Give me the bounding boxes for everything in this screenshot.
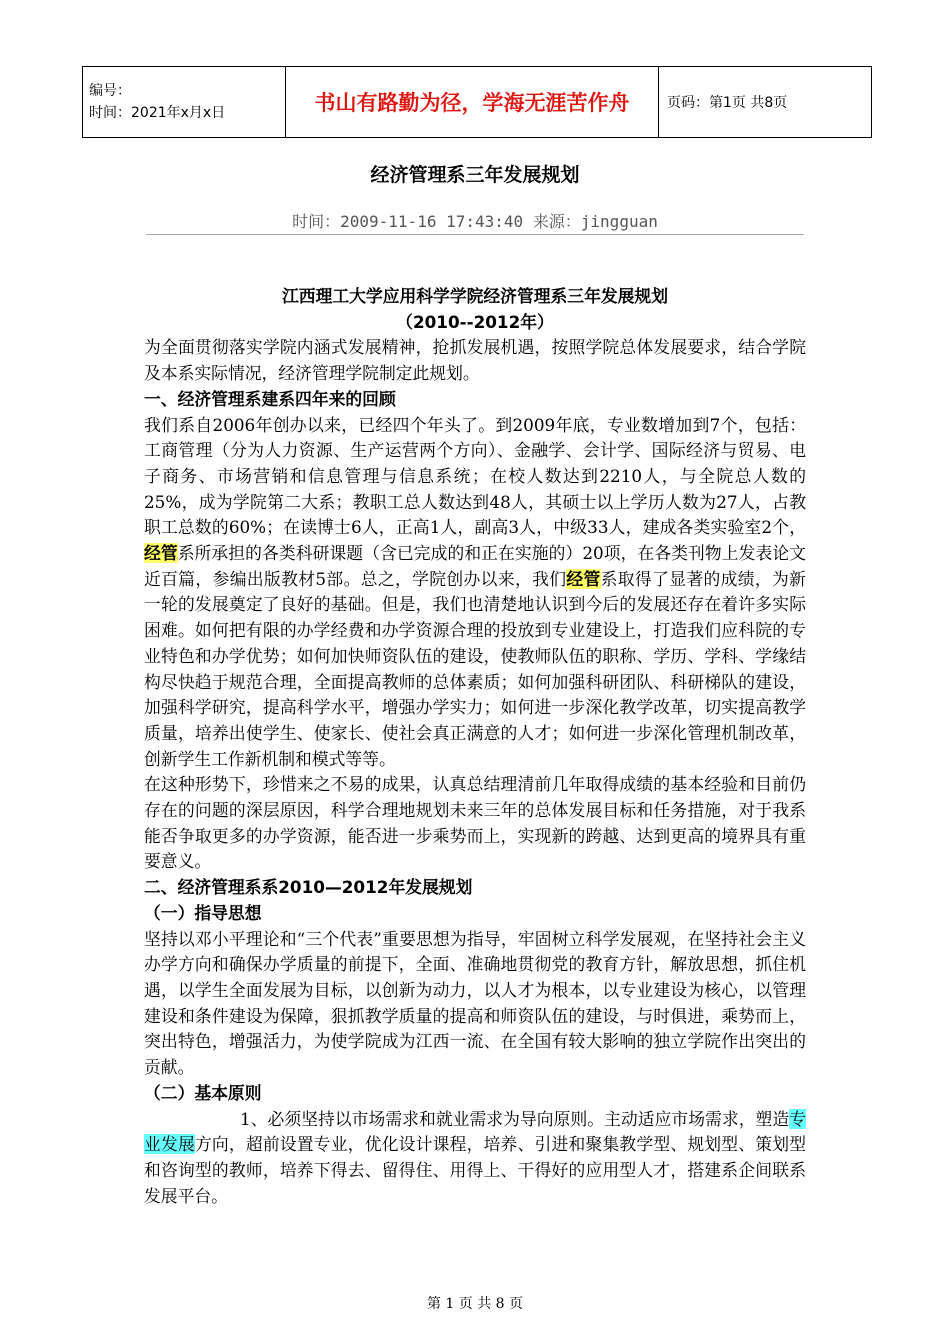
plan-title: 江西理工大学应用科学学院经济管理系三年发展规划 [282,286,668,306]
page-title: 经济管理系三年发展规划 [370,164,580,186]
document-body [144,284,806,1209]
section1-paragraph2: 在这种形势下，珍惜来之不易的成果，认真总结理清前几年取得成绩的基本经验和目前仍存在的问题的深层原因，科学合理地规划未来三年的总体发展目标和任务措施，对于我系能否争取更多的办学资源，能否进一步乘势而上，实现新的跨越、达到更高的境界具有重要意义。 [144,774,806,872]
section2-paragraph1: 坚持以邓小平理论和“三个代表”重要思想为指导，牢固树立科学发展观，在坚持社会主义办学方向和确保办学质量的前提下，全面、准确地贯彻党的教育方针，解放思想，抓住机遇，以学生全面发展为目标，以创新为动力，以人才为根本，以专业建设为核心，以管理建设和条件建设为保障，狠抓教学质量的提高和师资队伍的建设，与时俱进，乘势而上，突出特色，增强活力，为使学院成为江西一流、在全国有较大影响的独立学院作出突出的贡献。 [144,928,806,1078]
intro-paragraph: 为全面贯彻落实学院内涵式发展精神，抢抓发展机遇，按照学院总体发展要求，结合学院及本系实际情况，经济管理学院制定此规划。 [144,337,806,384]
time-label: 时间：2021年x月x日 [89,105,226,121]
section1-paragraph1 [144,413,806,773]
plan-years: （2010--2012年） [396,311,554,332]
section2-paragraph2 [144,1107,806,1210]
header-info-cell [83,67,286,138]
number-label: 编号： [89,83,131,99]
section1-heading: 一、经济管理系建系四年来的回顾 [144,388,396,409]
meta-line: 时间：2009-11-16 17:43:40 来源：jingguan [292,212,658,231]
subsection1-heading: （一）指导思想 [144,902,262,923]
text-run: 方向，超前设置专业，优化设计课程，培养、引进和聚集教学型、规划型、策划型和咨询型的教师，培养下得去、留得住、用得上、干得好的应用型人才，搭建系企间联系发展平台。 [144,1134,806,1206]
text-run: 系取得了显著的成绩，为新一轮的发展奠定了良好的基础。但是，我们也清楚地认识到今后的发展还存在着许多实际困难。如何把有限的办学经费和办学资源合理的投放到专业建设上，打造我们应科院的专业特色和办学优势；如何加快师资队伍的建设，使教师队伍的职称、学历、学科、学缘结构尽快趋于规范合理，全面提高教师的总体素质；如何加强科研团队、科研梯队的建设，加强科学研究，提高科学水平，增强办学实力；如何进一步深化教学改革，切实提高教学质量，培养出使学生、使家长、使社会真正满意的人才；如何进一步深化管理机制改革，创新学生工作新机制和模式等等。 [144,568,806,769]
subsection2-heading: （二）基本原则 [144,1082,262,1103]
text-run: 系所承担的各类科研课题（含已完成的和正在实施的）20项，在各类刊物上发表论文近百篇，参编出版教材5部。总之，学院创办以来，我们 [144,543,806,589]
highlight-term: 专业发展 [144,1108,806,1155]
motto: 书山有路勤为径，学海无涯苦作舟 [286,67,659,138]
text-run: 我们系自2006年创办以来，已经四个年头了。到2009年底，专业数增加到7个，包括：工商管理（分为人力资源、生产运营两个方向）、金融学、会计学、国际经济与贸易、电子商务、市场营销和信息管理与信息系统；在校人数达到2210人，与全院总人数的25%，成为学院第二大系；教职工总人数达到48人，其硕士以上学历人数为27人，占教职工总数的60%；在读博士6人，正高1人，副高3人，中级33人，建成各类实验室2个， [144,414,806,538]
divider [146,234,804,235]
section2-heading: 二、经济管理系系2010—2012年发展规划 [144,877,473,898]
header-table [82,66,872,138]
text-run: 1、必须坚持以市场需求和就业需求为导向原则。主动适应市场需求，塑造 [240,1108,790,1129]
highlight-term: 经管 [566,568,601,589]
page-label: 页码：第1页 共8页 [659,67,872,138]
highlight-term: 经管 [144,543,178,564]
page-footer: 第 1 页 共 8 页 [426,1296,524,1312]
